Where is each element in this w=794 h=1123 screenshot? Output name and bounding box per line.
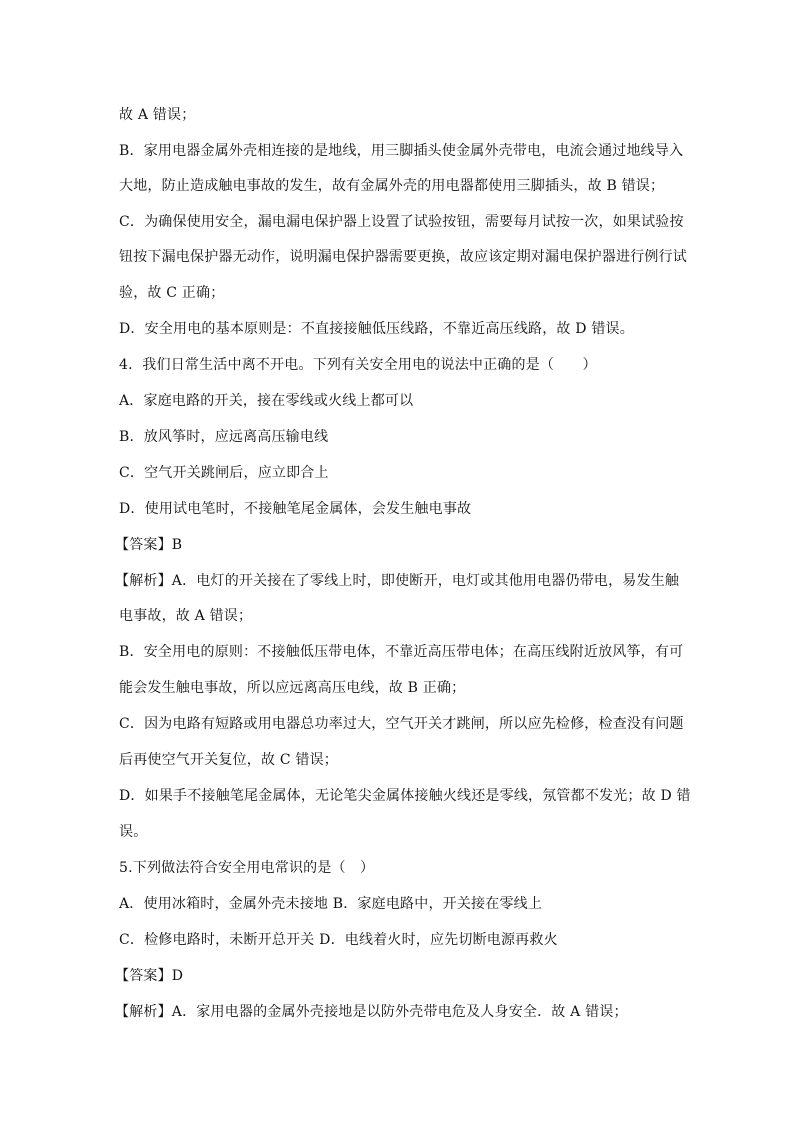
answer-label: 【答案】D: [115, 968, 184, 984]
text-line: 能会发生触电事故，所以应远离高压电线，故 B 正确；: [119, 680, 466, 696]
text-line: 大地，防止造成触电事故的发生，故有金属外壳的用电器都使用三脚插头，故 B 错误；: [119, 178, 665, 194]
text-line: C．为确保使用安全，漏电漏电保护器上设置了试验按钮，需要每月试按一次，如果试验按: [119, 214, 684, 230]
text-line: B．家用电器金属外壳相连接的是地线，用三脚插头使金属外壳带电，电流会通过地线导入: [119, 143, 684, 159]
text-line: D．安全用电的基本原则是：不直接接触低压线路，不靠近高压线路，故 D 错误。: [119, 321, 634, 337]
options-a-b: A．使用冰箱时，金属外壳未接地 B．家庭电路中，开关接在零线上: [119, 896, 543, 912]
text-line: 故 A 错误；: [119, 107, 196, 123]
text-line: B．安全用电的原则：不接触低压带电体，不靠近高压带电体；在高压线附近放风筝，有可: [119, 644, 684, 660]
option-b: B．放风筝时，应远离高压输电线: [119, 429, 329, 445]
option-c: C．空气开关跳闸后，应立即合上: [119, 465, 329, 481]
text-line: 钮按下漏电保护器无动作，说明漏电保护器需要更换，故应该定期对漏电保护器进行例行试: [119, 249, 687, 265]
text-line: 误。: [119, 824, 148, 840]
analysis-line: 【解析】A．家用电器的金属外壳接地是以防外壳带电危及人身安全．故 A 错误；: [115, 1004, 628, 1020]
option-a: A．家庭电路的开关，接在零线或火线上都可以: [119, 393, 414, 409]
text-line: 验，故 C 正确；: [119, 285, 225, 301]
analysis-line: 【解析】A．电灯的开关接在了零线上时，即使断开，电灯或其他用电器仍带电，易发生触: [115, 573, 680, 589]
text-line: 电事故，故 A 错误；: [119, 608, 253, 624]
question-4-stem: 4．我们日常生活中离不开电。下列有关安全用电的说法中正确的是（ ）: [119, 357, 597, 373]
text-line: 后再使空气开关复位，故 C 错误；: [119, 752, 339, 768]
text-line: C．因为电路有短路或用电器总功率过大，空气开关才跳闸，所以应先检修，检查没有问题: [119, 716, 684, 732]
question-5-stem: 5.下列做法符合安全用电常识的是（ ）: [119, 860, 375, 876]
options-c-d: C．检修电路时，未断开总开关 D．电线着火时，应先切断电源再救火: [119, 932, 558, 948]
option-d: D．使用试电笔时，不接触笔尾金属体，会发生触电事故: [119, 501, 472, 517]
text-line: D．如果手不接触笔尾金属体，无论笔尖金属体接触火线还是零线，氖管都不发光；故 D 错: [119, 788, 691, 804]
answer-label: 【答案】B: [115, 537, 183, 553]
